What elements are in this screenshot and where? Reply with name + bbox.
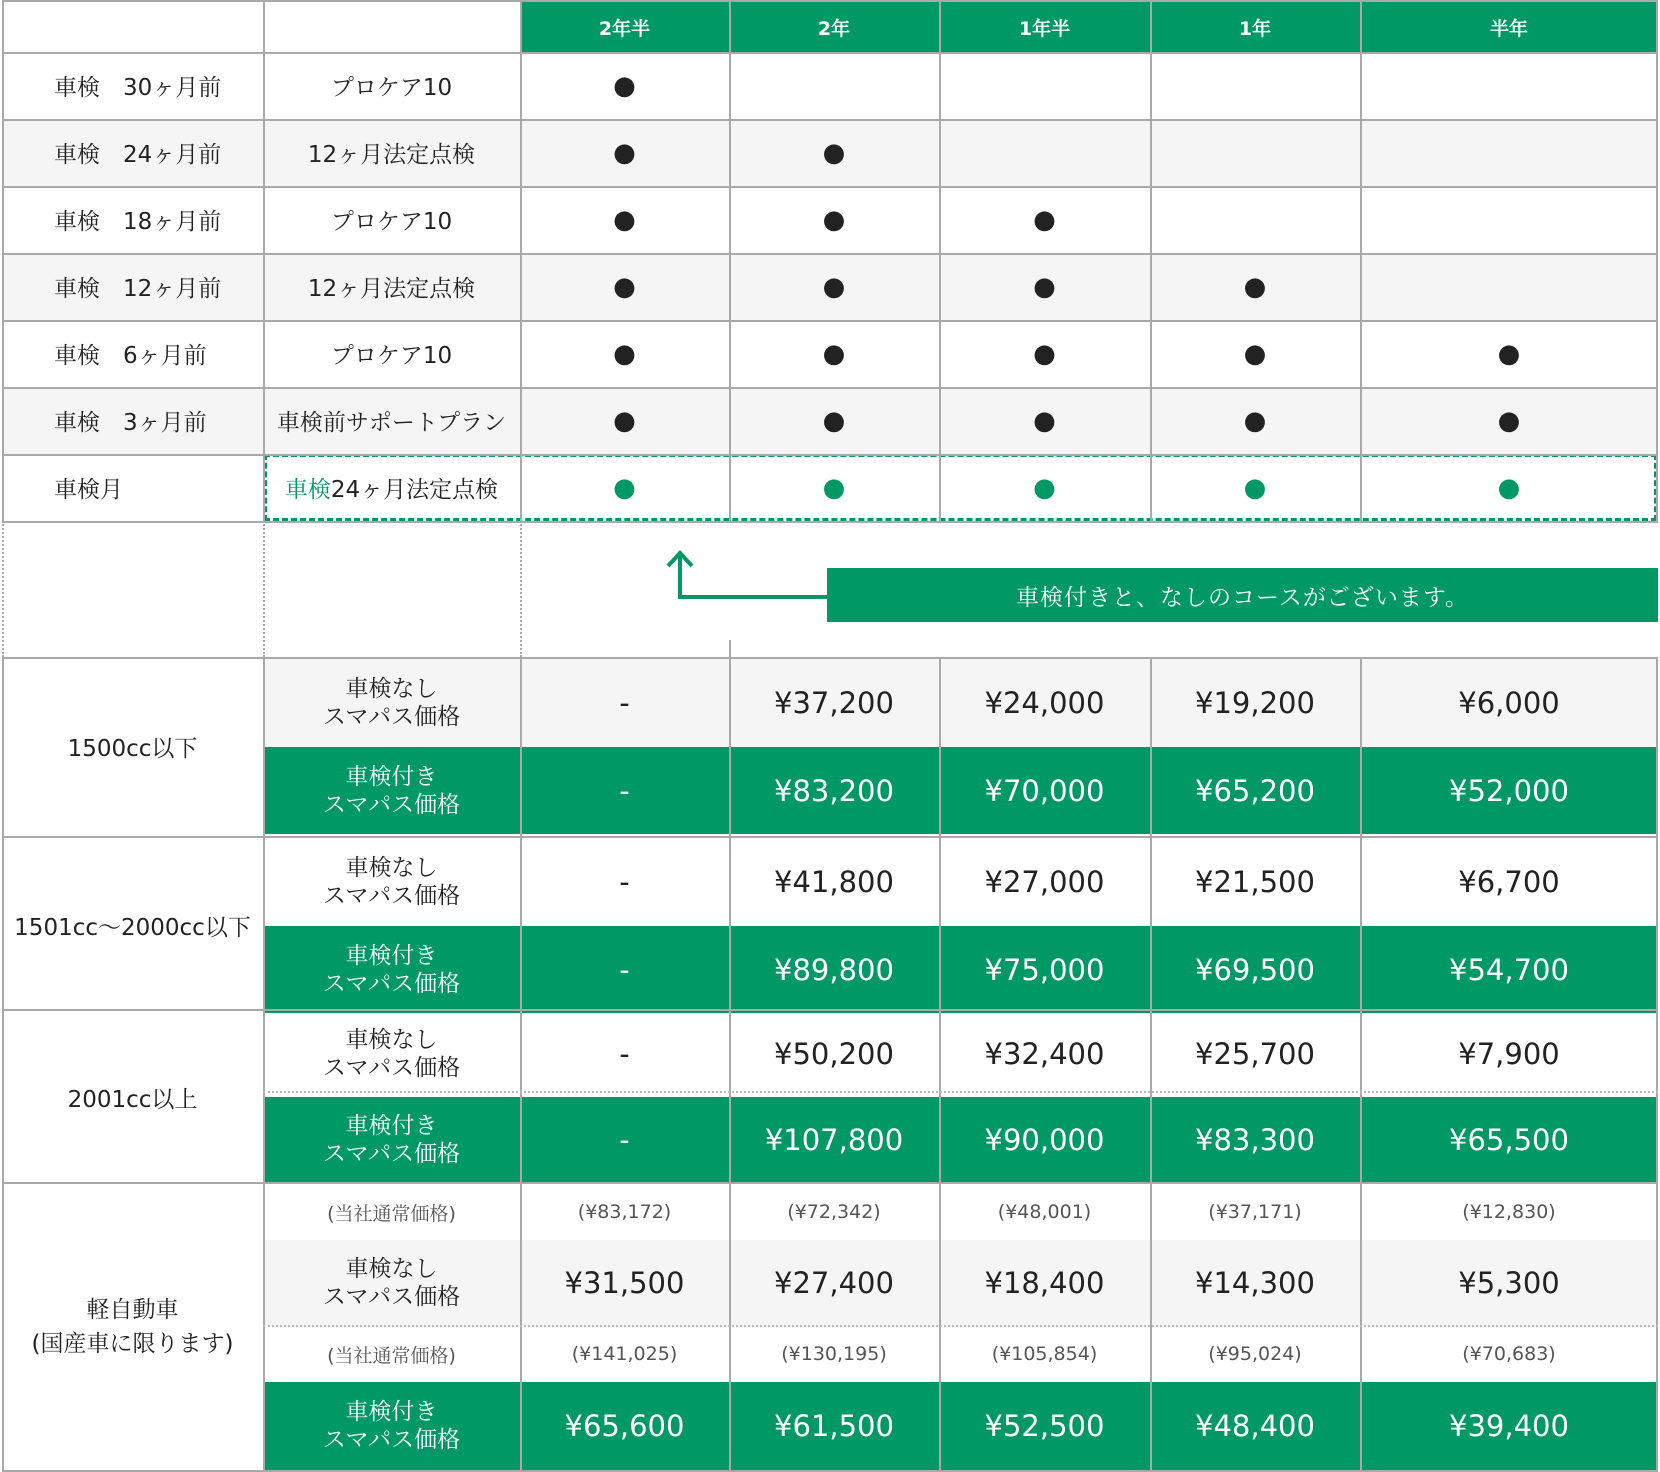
included-mark: [1360, 253, 1658, 320]
plan-name: 車検前サポートプラン: [263, 387, 520, 454]
price-without-inspection: ¥32,400: [984, 1037, 1105, 1071]
grid-line: [2, 657, 4, 1470]
included-mark: ●: [1033, 472, 1056, 503]
price-with-inspection: -: [520, 926, 729, 1013]
kei-car-label: [2, 1184, 263, 1470]
normal-price: (¥72,342): [787, 1201, 881, 1223]
timing-label: 車検 3ヶ月前: [2, 387, 263, 454]
kei-price: ¥18,400: [939, 1240, 1150, 1326]
plan-name: 12ヶ月法定点検: [263, 253, 520, 320]
column-header: 1年: [1150, 2, 1360, 52]
price-label-line: 車検付き: [345, 763, 438, 790]
included-mark: [729, 52, 939, 119]
callout-banner: 車検付きと、なしのコースがございます。: [827, 568, 1658, 622]
kei-price: ¥27,400: [729, 1240, 939, 1326]
engine-class-label: 2001cc以上: [67, 1086, 198, 1113]
grid-line: [2, 521, 1658, 523]
included-mark: [939, 119, 1150, 186]
included-mark: ●: [1033, 338, 1056, 369]
price-label-line: スマパス価格: [322, 1141, 461, 1167]
price-label-line: スマパス価格: [322, 791, 461, 818]
price-without-inspection: ¥6,700: [1458, 865, 1560, 899]
kei-price: ¥48,400: [1150, 1382, 1360, 1470]
included-mark: [1150, 119, 1360, 186]
normal-price: (¥105,854): [991, 1343, 1098, 1365]
grid-line: [263, 1091, 1658, 1093]
price-without-inspection: ¥21,500: [1195, 865, 1315, 899]
column-header: 1年半: [939, 2, 1150, 52]
included-mark: ●: [729, 119, 939, 186]
grid-line: [2, 836, 1658, 838]
included-mark: ●: [520, 253, 729, 320]
included-mark: ●: [822, 472, 846, 503]
included-mark: ●: [729, 253, 939, 320]
grid-line: [2, 52, 1658, 54]
normal-price: (¥130,195): [781, 1343, 887, 1365]
engine-class-label: 1500cc以下: [67, 736, 198, 762]
grid-line: [263, 1325, 1658, 1327]
price-with-inspection: ¥83,300: [1150, 1097, 1360, 1183]
grid-line: [520, 0, 522, 521]
grid-line: [1150, 657, 1152, 1470]
price-with-inspection: ¥52,000: [1360, 747, 1658, 834]
price-label-line: スマパス価格: [322, 970, 461, 997]
grid-line: [2, 320, 1658, 322]
grid-line: [2, 119, 1658, 121]
included-mark: [1360, 119, 1658, 186]
included-mark: [1150, 186, 1360, 253]
included-mark: ●: [1150, 253, 1360, 320]
price-without-inspection: -: [520, 659, 729, 747]
included-mark: ●: [520, 119, 729, 186]
timing-label: 車検 12ヶ月前: [2, 253, 263, 320]
price-label-with-inspection: [263, 926, 520, 1013]
price-with-inspection: -: [520, 1097, 729, 1183]
kei-price: ¥31,500: [520, 1240, 729, 1326]
column-header: 半年: [1360, 2, 1658, 52]
kei-car-label-line: 軽自動車: [86, 1297, 179, 1323]
price-without-inspection: ¥19,200: [1150, 659, 1360, 747]
grid-line: [2, 1009, 1658, 1011]
included-mark: ●: [1150, 387, 1360, 454]
price-without-inspection: -: [619, 865, 630, 899]
highlight-frame: [264, 454, 1657, 521]
grid-line: [2, 521, 4, 657]
included-mark: ●: [1243, 338, 1267, 369]
kei-price: ¥14,300: [1150, 1240, 1360, 1326]
included-mark: ●: [613, 204, 636, 235]
kei-car-label-line: (国産車に限ります): [31, 1331, 234, 1357]
price-with-inspection: ¥54,700: [1360, 926, 1658, 1013]
price-without-inspection: -: [619, 1037, 630, 1071]
normal-price: (¥83,172): [577, 1201, 672, 1223]
price-label-line: 車検付き: [345, 1399, 438, 1425]
price-label-line: 車検なし: [345, 855, 438, 881]
price-label-line: スマパス価格: [322, 1284, 461, 1310]
price-label-line: スマパス価格: [322, 1427, 461, 1453]
grid-line: [729, 640, 731, 657]
price-without-inspection: ¥7,900: [1458, 1037, 1560, 1071]
price-with-inspection: ¥89,800: [729, 926, 939, 1013]
grid-line: [1656, 657, 1658, 1470]
price-label-with-inspection: [263, 1097, 520, 1183]
included-mark: ●: [729, 387, 939, 454]
grid-line: [939, 0, 941, 521]
normal-price: (¥12,830): [1462, 1201, 1556, 1223]
kei-price: ¥5,300: [1360, 1240, 1658, 1326]
grid-line: [2, 657, 1658, 659]
price-label-without-inspection: [263, 1011, 520, 1097]
price-without-inspection: ¥25,700: [1195, 1037, 1315, 1071]
timing-label: 車検月: [54, 477, 123, 503]
price-with-inspection: ¥75,000: [939, 926, 1150, 1013]
grid-line: [263, 521, 265, 657]
grid-line: [263, 657, 265, 1470]
included-mark: ●: [613, 70, 636, 101]
price-with-inspection: ¥90,000: [939, 1097, 1150, 1183]
included-mark: [939, 52, 1150, 119]
engine-class-label: 1501cc～2000cc以下: [14, 915, 251, 941]
price-with-inspection: -: [520, 747, 729, 834]
included-mark: ●: [1497, 472, 1521, 503]
price-label-without-inspection: [263, 838, 520, 926]
price-label-line: 車検付き: [345, 942, 438, 969]
column-header: 2年: [729, 2, 939, 52]
included-mark: ●: [613, 338, 636, 369]
included-mark: ●: [939, 387, 1150, 454]
grid-line: [520, 657, 522, 1470]
price-label-without-inspection: [263, 659, 520, 747]
normal-price: (¥37,171): [1208, 1201, 1302, 1223]
timing-label: 車検 30ヶ月前: [54, 75, 222, 101]
grid-line: [1360, 657, 1362, 1470]
included-mark: ●: [1360, 387, 1658, 454]
price-label-line: 車検なし: [345, 1256, 438, 1282]
price-label-line: スマパス価格: [322, 704, 461, 730]
kei-price: ¥39,400: [1360, 1382, 1658, 1470]
price-without-inspection: ¥24,000: [939, 659, 1150, 747]
grid-line: [1656, 0, 1658, 521]
grid-line: [2, 1182, 1658, 1184]
price-label-line: スマパス価格: [322, 1055, 461, 1081]
grid-line: [2, 0, 1658, 2]
price-label-line: 車検なし: [345, 1027, 438, 1053]
timing-label: 車検 6ヶ月前: [54, 343, 207, 369]
price-without-inspection: ¥50,200: [774, 1037, 894, 1071]
normal-price-label: (当社通常価格): [327, 1202, 456, 1225]
normal-price: (¥48,001): [997, 1201, 1092, 1223]
price-label-line: スマパス価格: [322, 883, 461, 909]
grid-line: [2, 253, 1658, 255]
grid-line: [520, 521, 522, 657]
included-mark: [1360, 186, 1658, 253]
included-mark: [1360, 52, 1658, 119]
kei-price: ¥61,500: [729, 1382, 939, 1470]
price-label-line: 車検なし: [345, 676, 438, 702]
price-without-inspection: ¥41,800: [774, 865, 894, 899]
column-header: 2年半: [520, 2, 729, 52]
plan-name: プロケア10: [330, 209, 453, 235]
timing-label: 車検 18ヶ月前: [54, 209, 222, 235]
grid-line: [1360, 0, 1362, 521]
grid-line: [729, 657, 731, 1470]
included-mark: ●: [822, 204, 846, 235]
price-with-inspection: ¥70,000: [939, 747, 1150, 834]
included-mark: [1150, 52, 1360, 119]
price-with-inspection: ¥107,800: [729, 1097, 939, 1183]
plan-name-highlight: 車検: [284, 477, 331, 503]
normal-price: (¥141,025): [571, 1343, 678, 1365]
price-label-without-inspection: [263, 1240, 520, 1326]
grid-line: [2, 0, 4, 521]
price-without-inspection: ¥37,200: [729, 659, 939, 747]
normal-price-label: (当社通常価格): [327, 1344, 456, 1367]
included-mark: ●: [939, 253, 1150, 320]
included-mark: ●: [1243, 472, 1267, 503]
price-with-inspection: ¥65,500: [1360, 1097, 1658, 1183]
price-with-inspection: ¥83,200: [729, 747, 939, 834]
kei-price: ¥65,600: [520, 1382, 729, 1470]
grid-line: [729, 0, 731, 521]
timing-label: 車検 24ヶ月前: [2, 119, 263, 186]
grid-line: [2, 454, 1658, 456]
plan-name-rest: 24ヶ月法定点検: [330, 477, 499, 503]
kei-price: ¥52,500: [939, 1382, 1150, 1470]
included-mark: ●: [1497, 338, 1521, 369]
normal-price: (¥70,683): [1462, 1343, 1556, 1365]
price-label-line: 車検付き: [345, 1113, 438, 1139]
included-mark: ●: [1033, 204, 1056, 235]
included-mark: ●: [520, 387, 729, 454]
price-with-inspection: ¥69,500: [1150, 926, 1360, 1013]
price-without-inspection: ¥27,000: [984, 865, 1105, 899]
grid-line: [1150, 0, 1152, 521]
grid-line: [263, 0, 265, 521]
included-mark: ●: [822, 338, 846, 369]
included-mark: ●: [613, 472, 636, 503]
grid-line: [2, 186, 1658, 188]
price-label-with-inspection: [263, 1382, 520, 1470]
price-with-inspection: ¥65,200: [1150, 747, 1360, 834]
normal-price: (¥95,024): [1208, 1343, 1302, 1365]
plan-name: プロケア10: [330, 75, 453, 101]
grid-line: [939, 657, 941, 1470]
price-without-inspection: ¥6,000: [1360, 659, 1658, 747]
grid-line: [2, 387, 1658, 389]
plan-name: 12ヶ月法定点検: [263, 119, 520, 186]
plan-name: プロケア10: [330, 343, 453, 369]
price-label-with-inspection: [263, 747, 520, 834]
